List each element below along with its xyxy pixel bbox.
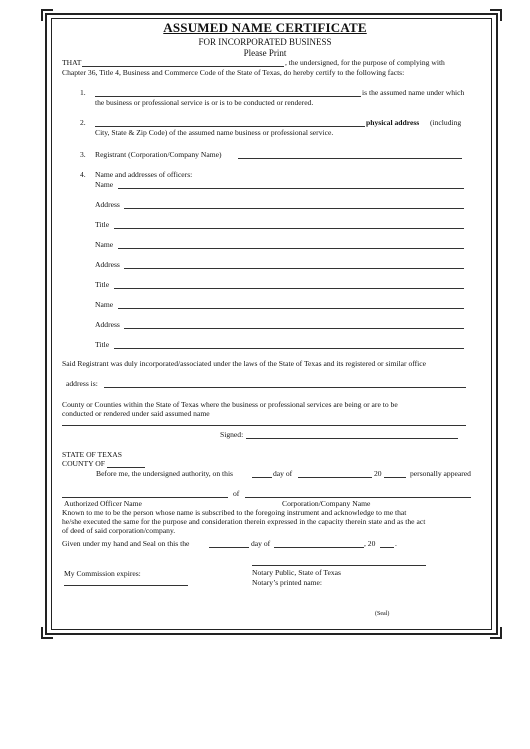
year-prefix: 20 [374, 469, 382, 478]
notary-month-field[interactable] [298, 477, 372, 478]
please-print-note: Please Print [243, 48, 287, 58]
item-2-number: 2. [80, 118, 86, 127]
signature-field[interactable] [246, 438, 458, 439]
acknowledgment-line1: Known to me to be the person whose name is subscribed to the foregoing instrument and acknowledge to me that [62, 508, 407, 517]
assumed-name-field[interactable] [95, 96, 361, 97]
officer-address-field[interactable] [124, 328, 464, 329]
item-2-line2: City, State & Zip Code) of the assumed name business or professional service. [95, 128, 334, 137]
signed-label: Signed: [220, 430, 244, 439]
of-text: of [233, 489, 240, 498]
that-field[interactable] [82, 66, 284, 67]
notary-signature-field[interactable] [252, 565, 426, 566]
officer-address-label: Address [95, 260, 120, 269]
page-title: ASSUMED NAME CERTIFICATE [163, 20, 367, 35]
officers-label: Name and addresses of officers: [95, 170, 193, 179]
office-address-label: address is: [66, 379, 98, 388]
notary-day-field[interactable] [252, 477, 272, 478]
officer-address-field[interactable] [124, 208, 464, 209]
that-label: THAT [62, 58, 82, 67]
officer-address-label: Address [95, 200, 120, 209]
officer-title-field[interactable] [114, 348, 464, 349]
county-of-field[interactable] [107, 467, 145, 468]
registrant-label: Registrant (Corporation/Company Name) [95, 150, 222, 159]
office-address-field[interactable] [104, 387, 466, 388]
officer-title-label: Title [95, 340, 110, 349]
officer-title-field[interactable] [114, 288, 464, 289]
given-day-of-text: day of [251, 539, 271, 548]
day-of-text: day of [273, 469, 293, 478]
officer-name-label: Name [95, 180, 114, 189]
officer-name-field[interactable] [118, 248, 464, 249]
given-year-field[interactable] [380, 547, 394, 548]
acknowledgment-line3: of deed of said corporation/company. [62, 526, 176, 535]
officer-name-label: Name [95, 240, 114, 249]
personally-appeared-text: personally appeared [410, 469, 471, 478]
officer-name-field[interactable] [118, 308, 464, 309]
notary-printed-name-label: Notary’s printed name: [252, 578, 323, 587]
including-text: (including [430, 118, 462, 127]
given-month-field[interactable] [274, 547, 364, 548]
county-statement-line2: conducted or rendered under said assumed name [62, 409, 210, 418]
given-under-text: Given under my hand and Seal on this the [62, 539, 190, 548]
state-of-texas: STATE OF TEXAS [62, 450, 123, 459]
county-of-label: COUNTY OF [62, 459, 105, 468]
officer-title-label: Title [95, 280, 110, 289]
item-1-text: is the assumed name under which [362, 88, 465, 97]
acknowledgment-line2: he/she executed the same for the purpose and consideration therein expressed in the capacity therein state and as the act [62, 517, 426, 526]
officer-address-field[interactable] [124, 268, 464, 269]
county-statement: County or Counties within the State of Texas where the business or professional services are being or are to be [62, 400, 398, 409]
physical-address-field[interactable] [95, 126, 365, 127]
officer-name-label: Name [95, 300, 114, 309]
commission-expires-field[interactable] [64, 585, 188, 586]
given-year-prefix: , 20 [364, 539, 376, 548]
corner-ornament [490, 627, 502, 639]
authorized-officer-label: Authorized Officer Name [64, 499, 142, 508]
county-field[interactable] [62, 425, 466, 426]
officer-address-label: Address [95, 320, 120, 329]
seal-label: (Seal) [375, 611, 390, 617]
item-1-number: 1. [80, 88, 86, 97]
notary-public-label: Notary Public, State of Texas [252, 568, 341, 577]
undersigned-text: , the undersigned, for the purpose of complying with [285, 58, 445, 67]
commission-expires-label: My Commission expires: [64, 569, 141, 578]
given-period: . [395, 539, 397, 548]
intro-line2: Chapter 36, Title 4, Business and Commerce Code of the State of Texas, do hereby certify to the following facts: [62, 68, 405, 77]
item-4-number: 4. [80, 170, 86, 179]
company-name-field[interactable] [245, 497, 471, 498]
page-subtitle: FOR INCORPORATED BUSINESS [198, 37, 332, 47]
officer-title-field[interactable] [114, 228, 464, 229]
authorized-officer-field[interactable] [62, 497, 228, 498]
physical-address-label: physical address [366, 118, 420, 127]
registrant-field[interactable] [238, 158, 462, 159]
item-1-line2: the business or professional service is or is to be conducted or rendered. [95, 98, 314, 107]
corner-ornament [41, 627, 53, 639]
given-day-field[interactable] [209, 547, 249, 548]
before-me-text: Before me, the undersigned authority, on this [96, 469, 234, 478]
officer-title-label: Title [95, 220, 110, 229]
notary-year-field[interactable] [384, 477, 406, 478]
officer-name-field[interactable] [118, 188, 464, 189]
company-name-label: Corporation/Company Name [282, 499, 371, 508]
registrant-statement: Said Registrant was duly incorporated/associated under the laws of the State of Texas and its registered or similar office [62, 359, 427, 368]
item-3-number: 3. [80, 150, 86, 159]
